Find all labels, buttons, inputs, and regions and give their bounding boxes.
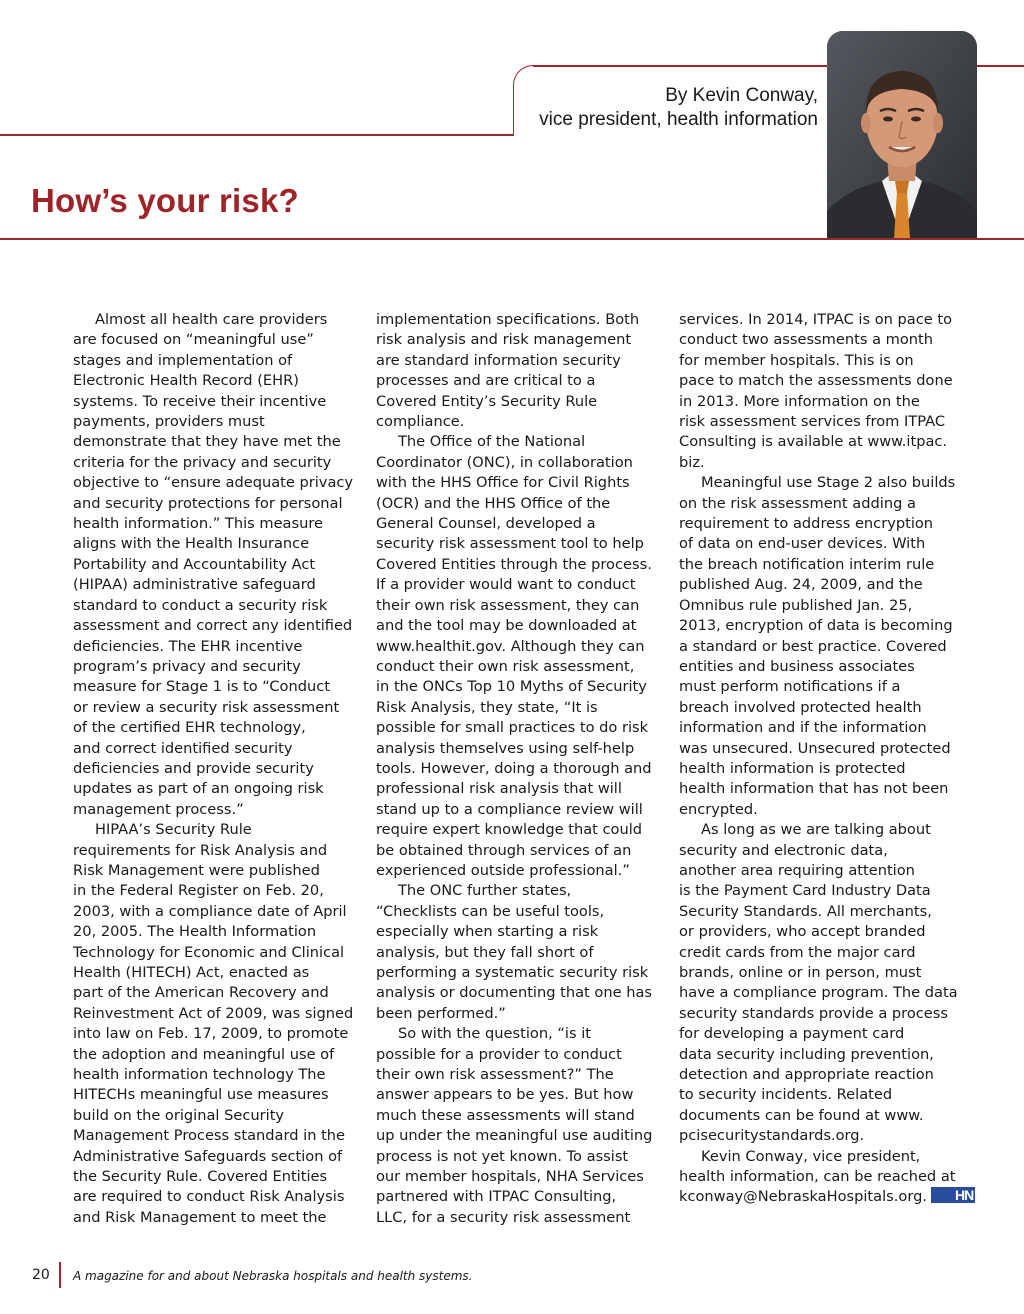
author-photo xyxy=(827,31,977,239)
author-contact-paragraph xyxy=(679,1147,979,1208)
paragraph: As long as we are talking about security and electronic data, another area requiring attention is the Payment Card Industry Data Security Standards. All merchants, or providers, who accept branded credit cards from the major card brands, online or in person, must have a compliance program. The data security standards provide a process for developing a payment card data security including prevention, detection and appropriate reaction to security incidents. Related documents can be found at www. pcisecuritystandards.org. xyxy=(679,821,958,1145)
byline-role: vice president, health information xyxy=(539,109,818,130)
footer-divider xyxy=(59,1262,61,1288)
title-rule xyxy=(0,238,1024,240)
paragraph: The ONC further states, “Checklists can be useful tools, especially when starting a risk analysis, but they fall short of performing a systematic security risk analysis or documenting that one has been performed.” xyxy=(376,882,652,1022)
paragraph: HIPAA’s Security Rule requirements for Risk Analysis and Risk Management were published in the Federal Register on Feb. 20, 2003, with a compliance date of April 20, 2005. The Health Information Technology for Economic and Clinical Health (HITECH) Act, enacted as part of the American Recovery and Reinvestment Act of 2009, was signed into law on Feb. 17, 2009, to promote the adoption and meaningful use of health information technology The HITECHs meaningful use measures build on the original Security Management Process standard in the Administrative Safeguards section of the Security Rule. Covered Entities are required to conduct Risk Analysis and Risk Management to meet the xyxy=(73,821,354,1226)
article-title: How’s your risk? xyxy=(31,182,299,219)
byline-author: By Kevin Conway, xyxy=(665,85,818,106)
byline xyxy=(539,84,818,132)
author-contact-text: Kevin Conway, vice president, health information, can be reached at kconway@NebraskaHospitals.org. xyxy=(679,1147,956,1206)
footer-tagline: A magazine for and about Nebraska hospitals and health systems. xyxy=(73,1269,473,1283)
page-number: 20 xyxy=(32,1267,50,1283)
byline-rule-bottom xyxy=(0,134,513,136)
article-column-3 xyxy=(679,310,979,1208)
paragraph: The Office of the National Coordinator (ONC), in collaboration with the HHS Office for Civil Rights (OCR) and the HHS Office of the General Counsel, developed a security risk assessment tool to help Covered Entities through the process. If a provider would want to conduct their own risk assessment, they can and the tool may be downloaded at www.healthit.gov. Although they can conduct their own risk assessment, in the ONCs Top 10 Myths of Security Risk Analysis, they state, “It is possible for small practices to do risk analysis themselves using self-help tools. However, doing a thorough and professional risk analysis that will stand up to a compliance review will require expert knowledge that could be obtained through services of an experienced outside professional.” xyxy=(376,433,652,879)
paragraph: Meaningful use Stage 2 also builds on the risk assessment adding a requirement to address encryption of data on end-user devices. With the breach notification interim rule published Aug. 24, 2009, and the Omnibus rule published Jan. 25, 2013, encryption of data is becoming a standard or best practice. Covered entities and business associates must perform notifications if a breach involved protected health information and if the information was unsecured. Unsecured protected health information is protected health information that has not been encrypted. xyxy=(679,474,956,818)
hn-logo-icon: HN xyxy=(931,1187,975,1203)
paragraph: services. In 2014, ITPAC is on pace to conduct two assessments a month for member hospitals. This is on pace to match the assessments done in 2013. More information on the risk assessment services from ITPAC Consulting is available at www.itpac. biz. xyxy=(679,311,953,471)
article-column-2 xyxy=(376,310,668,1228)
paragraph: Almost all health care providers are focused on “meaningful use” stages and implementation of Electronic Health Record (EHR) systems. To receive their incentive payments, providers must demonstrate that they have met the criteria for the privacy and security objective to “ensure adequate privacy and security protections for personal health information.” This measure aligns with the Health Insurance Portability and Accountability Act (HIPAA) administrative safeguard standard to conduct a security risk assessment and correct any identified deficiencies. The EHR incentive program’s privacy and security measure for Stage 1 is to “Conduct or review a security risk assessment of the certified EHR technology, and correct identified security deficiencies and provide security updates as part of an ongoing risk management process.” xyxy=(73,311,354,818)
article-column-1 xyxy=(73,310,365,1228)
paragraph: implementation specifications. Both risk analysis and risk management are standard information security processes and are critical to a Covered Entity’s Security Rule compliance. xyxy=(376,311,640,431)
author-portrait-image xyxy=(827,31,977,239)
paragraph: So with the question, “is it possible for a provider to conduct their own risk assessment?” The answer appears to be yes. But how much these assessments will stand up under the meaningful use auditing process is not yet known. To assist our member hospitals, NHA Services partnered with ITPAC Consulting, LLC, for a security risk assessment xyxy=(376,1025,653,1226)
